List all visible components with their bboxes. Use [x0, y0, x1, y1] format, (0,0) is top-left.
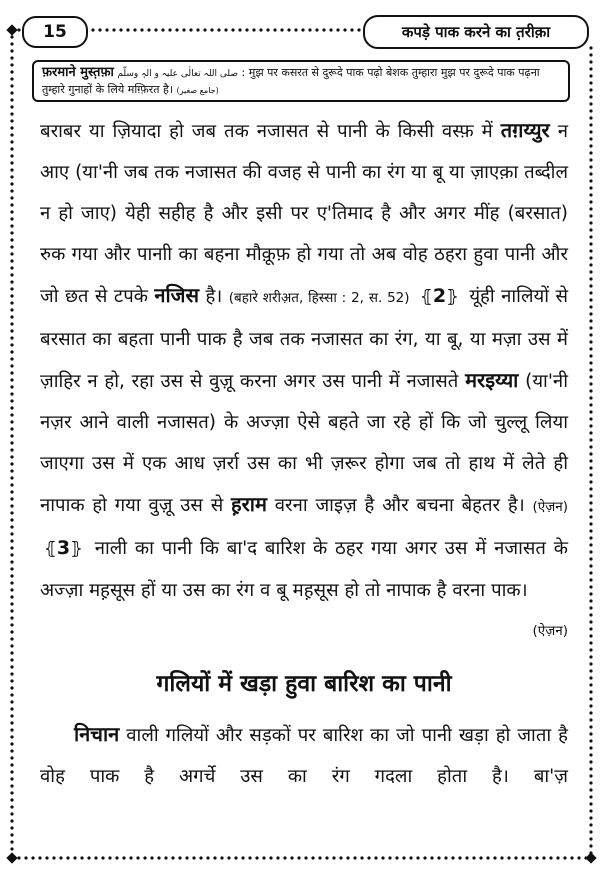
text-run: वाली गलियों और सड़कों पर बारिश का जो पानी खड़ा हो जाता है वोह पाक है अगर्चे उस का रंग गदला होता है। बा'ज़ — [40, 725, 568, 787]
citation-ayzan: (ऐज़न) — [532, 499, 569, 515]
text-run: नाली का पानी कि बा'द बारिश के ठहर गया अगर उस में नजासत के अज्ज़ा मह़सूस हों या उस का रंग व बू मह़सूस हो तो नापाक है वरना पाक। — [40, 538, 568, 601]
point-marker-3: ⦃3⦄ — [44, 537, 83, 559]
farman-text: : मुझ पर कसरत से दुरूदे पाक पढ़ो बेशक तुम्हारा मुझ पर दुरूदे पाक पढ़ना तुम्हारे गुनाहों के लिये मग़्फ़िरत है। — [42, 66, 540, 96]
paragraph-rain-water — [40, 110, 568, 652]
text-run: (या'नी नज़र आने वाली नजासत) के अज्ज़ा ऐसे बहते जा रहे हों कि जो चुल्लू लिया जाएगा उस में एक आध ज़र्रा उस का भी ज़रूर होगा जब तो हाथ में लेते ही नापाक हो गया वुज़ू उस से — [40, 371, 568, 516]
salawat-arabic: صلی اللہ تعالٰی علیہ و الہٖ وسلّم — [117, 69, 239, 79]
term-najis: नजिस — [154, 283, 200, 307]
citation-ayzan: (ऐज़न) — [532, 623, 568, 639]
term-mariyya: मरइय्या — [465, 368, 519, 392]
farman-reference: (جامع صغیر) — [176, 86, 219, 95]
term-taghayyur: तग़य्युर — [500, 118, 550, 142]
term-nichan: निचान — [74, 722, 120, 746]
text-run: यूंही नालियों से बरसात का बहता पानी पाक है जब तक नजासत का रंग, या बू, या मज़ा उस में ज़ाहिर न हो, रहा उस से वुज़ू करना अगर उस पानी में नजासते — [40, 286, 568, 392]
text-run: वरना जाइज़ है और बचना बेहतर है। — [274, 495, 525, 516]
farman-e-mustafa-box — [32, 60, 570, 102]
text-run: है। — [205, 286, 223, 307]
farman-lead: फ़रमाने मुस्त़फ़ा — [42, 65, 114, 80]
text-run: बराबर या ज़ियादा हो जब तक नजासत से पानी के किसी वस्फ़ में — [40, 121, 493, 142]
running-title: कपड़े पाक करने का त़रीक़ा — [363, 15, 589, 49]
paragraph-street-water — [40, 714, 568, 797]
term-haram: ह़राम — [231, 492, 267, 516]
page-number: 15 — [22, 16, 88, 48]
point-marker-2: ⦃2⦄ — [420, 285, 459, 307]
text-run: न आए (या'नी जब तक नजासत की वजह से पानी का रंग या बू या ज़ाएक़ा तब्दील न हो जाए) येही सहीह है और इसी पर ए'तिमाद है और अगर मींह (बरसात) रुक गया और पानाी का बहना मौक़ूफ़ हो गया तो अब वोह ठहरा हुवा पानी और जो छत से टपके — [40, 121, 568, 307]
citation-bahar-e-shariat: (बहारे शरीअ़त, हिस्सा : 2, स. 52) — [228, 290, 410, 306]
body-text — [40, 110, 568, 797]
section-heading: गलियों में खड़ा हुवा बारिश का पानी — [156, 671, 452, 697]
